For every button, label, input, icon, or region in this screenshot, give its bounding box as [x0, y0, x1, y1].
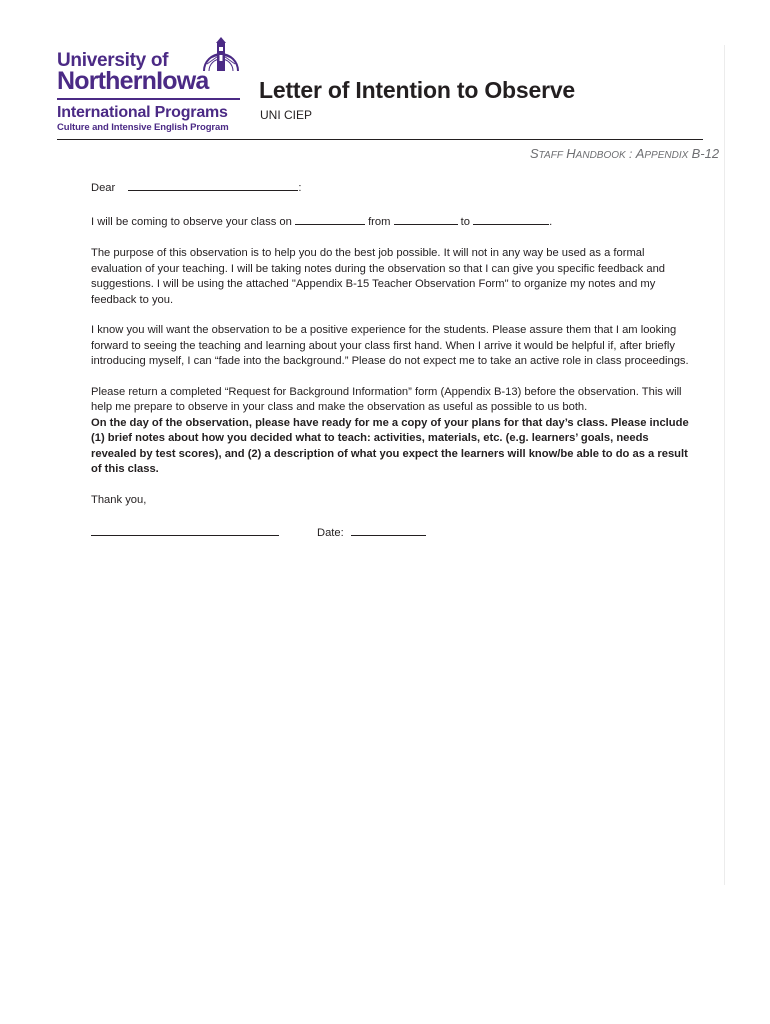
- signature-blank[interactable]: [91, 524, 279, 536]
- paragraph-positive-experience: I know you will want the observation to be a positive experience for the students. Please assure them that I am looking forward to seeing the teaching and learning about your class first hand. When I arrive it would be helpful if, after briefly introducing myself, I can “fade into the background.” Please do not expect me to take an active role in class proceedings.: [91, 324, 689, 367]
- appendix-number: B-12: [691, 146, 720, 161]
- end-time-blank[interactable]: [473, 213, 549, 225]
- campanile-crest-icon: [201, 36, 241, 72]
- paragraph-purpose: The purpose of this observation is to help you do the best job possible. It will not in any way be used as a formal evaluation of your teaching. I will be taking notes during the observation so that I can give you specific feedback and suggestions. I will be using the attached "Appendix B-15 Teacher Observation Form" to organize my notes and my feedback to you.: [91, 247, 666, 306]
- period-text: .: [549, 215, 553, 228]
- start-time-blank[interactable]: [394, 213, 458, 225]
- paragraph-lesson-plans: On the day of the observation, please have ready for me a copy of your plans for that day’s class. Please include (1) brief notes about how you decided what to teach: activities, materials, etc. (e.g. learners’ goals, needs revealed by test scores), and (2) a description of what you expect the learners will know/be able to do as a result of this class.: [91, 416, 689, 475]
- salutation-colon: :: [298, 182, 302, 194]
- to-text: to: [460, 215, 471, 228]
- appendix-a: A: [635, 146, 645, 161]
- appendix-ppendix: PPENDIX: [644, 150, 689, 161]
- observation-date-blank[interactable]: [295, 213, 365, 225]
- logo-divider: [57, 98, 240, 100]
- document-subtitle: UNI CIEP: [260, 108, 313, 122]
- page-edge-rule: [724, 45, 725, 885]
- date-label: Date:: [317, 527, 344, 539]
- document-title: Letter of Intention to Observe: [259, 77, 576, 103]
- signature-row: [91, 524, 691, 542]
- recipient-name-blank[interactable]: [128, 179, 298, 191]
- closing-thank-you: Thank you,: [91, 493, 147, 506]
- header-divider: [57, 139, 703, 140]
- letter-body: [91, 179, 691, 542]
- date-blank[interactable]: [351, 524, 426, 536]
- appendix-h: H: [566, 146, 576, 161]
- paragraph-return-form: Please return a completed “Request for Background Information” form (Appendix B-13) before the observation. This will help me prepare to observe in your class and make the observation as useful as possible to us both.: [91, 385, 682, 413]
- university-logo: [57, 36, 247, 134]
- from-text: from: [368, 215, 391, 228]
- salutation-dear: Dear: [91, 182, 116, 194]
- date-block: [317, 524, 426, 542]
- appendix-s: S: [530, 146, 539, 161]
- appendix-reference: [530, 146, 719, 161]
- logo-line-northern-iowa: NorthernIowa: [57, 67, 209, 95]
- logo-line-university: University of: [57, 50, 169, 71]
- observation-date-line: [91, 213, 691, 231]
- observe-prefix-text: I will be coming to observe your class on: [91, 215, 292, 228]
- logo-line-ciep: Culture and Intensive English Program: [57, 122, 229, 133]
- salutation-line: [91, 179, 691, 197]
- appendix-taff: TAFF: [538, 150, 563, 161]
- appendix-sep: :: [625, 147, 636, 161]
- logo-line-international-programs: International Programs: [57, 104, 228, 121]
- appendix-andbook: ANDBOOK: [575, 150, 626, 161]
